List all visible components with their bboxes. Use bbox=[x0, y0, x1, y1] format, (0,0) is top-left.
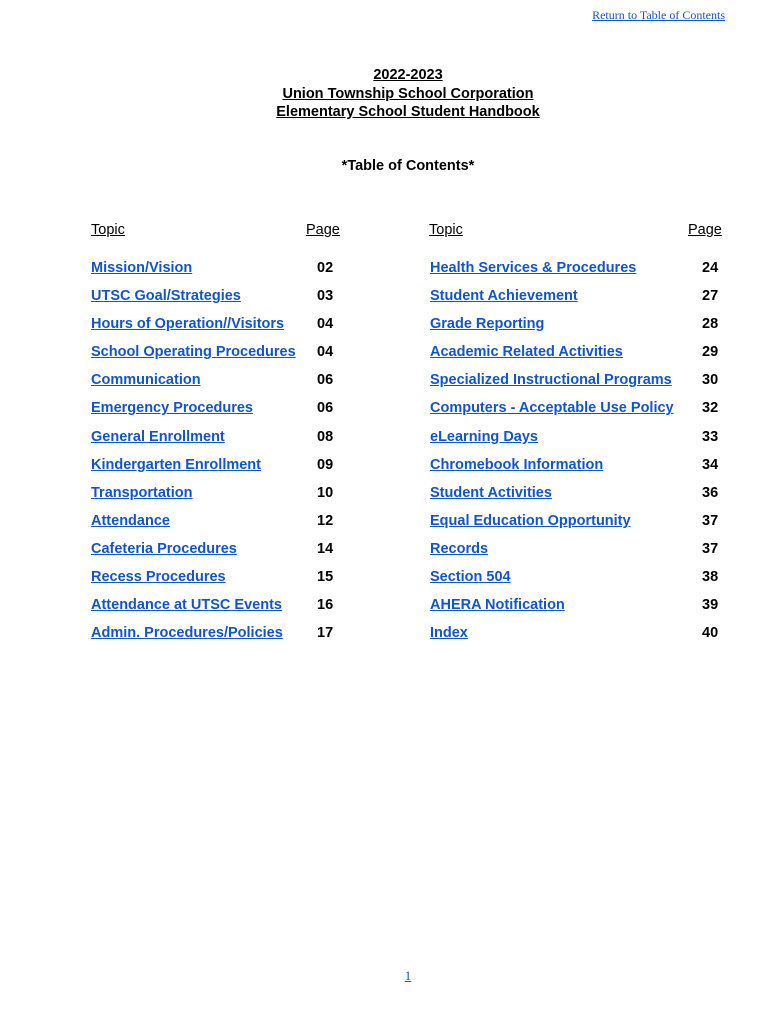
toc-left-column bbox=[91, 260, 351, 653]
toc-entry bbox=[430, 316, 730, 344]
toc-topic-link[interactable]: Kindergarten Enrollment bbox=[91, 456, 261, 473]
toc-page-number: 34 bbox=[702, 456, 719, 473]
toc-entry bbox=[430, 457, 730, 485]
right-topic-header: Topic bbox=[429, 222, 463, 238]
toc-topic-link[interactable]: Specialized Instructional Programs bbox=[430, 372, 672, 389]
toc-right-column bbox=[430, 260, 730, 653]
toc-entry bbox=[91, 569, 351, 597]
toc-entry bbox=[91, 260, 351, 288]
toc-entry bbox=[430, 260, 730, 288]
toc-topic-link[interactable]: Chromebook Information bbox=[430, 456, 604, 473]
right-page-header: Page bbox=[688, 222, 722, 238]
title-organization: Union Township School Corporation bbox=[282, 85, 534, 102]
toc-page-number: 24 bbox=[702, 260, 719, 276]
title-document: Elementary School Student Handbook bbox=[276, 104, 540, 120]
toc-entry bbox=[430, 372, 730, 400]
toc-page-number: 39 bbox=[702, 597, 719, 614]
toc-topic-link[interactable]: School Operating Procedures bbox=[91, 344, 296, 361]
toc-entry bbox=[91, 513, 351, 541]
page-number-link[interactable]: 1 bbox=[404, 968, 412, 983]
toc-topic-link[interactable]: Records bbox=[430, 540, 489, 557]
toc-page-number: 33 bbox=[702, 428, 719, 445]
toc-page-number: 38 bbox=[702, 569, 719, 586]
toc-page-number: 37 bbox=[702, 512, 719, 529]
toc-page-number: 14 bbox=[317, 540, 334, 557]
toc-page-number: 12 bbox=[317, 512, 334, 529]
toc-entry bbox=[430, 429, 730, 457]
toc-topic-link[interactable]: Cafeteria Procedures bbox=[91, 540, 237, 557]
toc-page-number: 30 bbox=[702, 372, 719, 389]
toc-topic-link[interactable]: Section 504 bbox=[430, 569, 511, 586]
toc-entry bbox=[91, 372, 351, 400]
toc-page-number: 10 bbox=[317, 484, 334, 501]
toc-page-number: 04 bbox=[317, 344, 334, 361]
toc-page-number: 06 bbox=[317, 372, 334, 389]
toc-entry bbox=[91, 344, 351, 372]
toc-topic-link[interactable]: Academic Related Activities bbox=[430, 344, 623, 361]
toc-page-number: 28 bbox=[702, 316, 719, 333]
toc-topic-link[interactable]: General Enrollment bbox=[91, 428, 225, 445]
toc-page-number: 27 bbox=[702, 288, 719, 305]
toc-page-number: 17 bbox=[317, 625, 334, 642]
toc-topic-link[interactable]: AHERA Notification bbox=[430, 597, 565, 614]
toc-topic-link[interactable]: eLearning Days bbox=[430, 428, 538, 445]
toc-topic-link[interactable]: Admin. Procedures/Policies bbox=[91, 625, 283, 642]
toc-topic-link[interactable]: Student Achievement bbox=[430, 288, 578, 305]
toc-topic-link[interactable]: Computers - Acceptable Use Policy bbox=[430, 400, 674, 417]
toc-entry bbox=[91, 429, 351, 457]
toc-topic-link[interactable]: Equal Education Opportunity bbox=[430, 512, 631, 529]
toc-topic-link[interactable]: Attendance at UTSC Events bbox=[91, 597, 282, 614]
toc-page-number: 09 bbox=[317, 456, 334, 473]
toc-entry bbox=[91, 485, 351, 513]
toc-topic-link[interactable]: Recess Procedures bbox=[91, 569, 226, 586]
toc-entry bbox=[430, 513, 730, 541]
title-year: 2022-2023 bbox=[373, 67, 443, 83]
toc-page-number: 04 bbox=[317, 316, 334, 333]
toc-entry bbox=[91, 541, 351, 569]
toc-heading: *Table of Contents* bbox=[341, 158, 475, 174]
toc-entry bbox=[430, 597, 730, 625]
toc-entry bbox=[91, 457, 351, 485]
toc-entry bbox=[430, 625, 730, 653]
toc-entry bbox=[91, 625, 351, 653]
toc-page-number: 06 bbox=[317, 400, 334, 417]
toc-topic-link[interactable]: Attendance bbox=[91, 512, 170, 529]
return-to-toc-link[interactable]: Return to Table of Contents bbox=[592, 8, 725, 22]
toc-entry bbox=[91, 316, 351, 344]
toc-page-number: 02 bbox=[317, 260, 334, 276]
toc-topic-link[interactable]: Emergency Procedures bbox=[91, 400, 253, 417]
toc-page-number: 16 bbox=[317, 597, 334, 614]
toc-page-number: 03 bbox=[317, 288, 334, 305]
toc-topic-link[interactable]: Index bbox=[430, 625, 468, 642]
toc-entry bbox=[430, 541, 730, 569]
toc-topic-link[interactable]: Student Activities bbox=[430, 484, 552, 501]
toc-page-number: 40 bbox=[702, 625, 719, 642]
toc-topic-link[interactable]: Grade Reporting bbox=[430, 316, 545, 333]
toc-topic-link[interactable]: Mission/Vision bbox=[91, 260, 193, 276]
toc-entry bbox=[430, 569, 730, 597]
left-topic-header: Topic bbox=[91, 222, 125, 238]
toc-page-number: 15 bbox=[317, 569, 334, 586]
toc-topic-link[interactable]: Hours of Operation//Visitors bbox=[91, 316, 285, 333]
toc-page-number: 32 bbox=[702, 400, 719, 417]
left-page-header: Page bbox=[306, 222, 340, 238]
toc-topic-link[interactable]: Communication bbox=[91, 372, 201, 389]
toc-entry bbox=[91, 288, 351, 316]
toc-topic-link[interactable]: Health Services & Procedures bbox=[430, 260, 637, 276]
toc-topic-link[interactable]: UTSC Goal/Strategies bbox=[91, 288, 241, 305]
toc-entry bbox=[430, 288, 730, 316]
toc-entry bbox=[430, 344, 730, 372]
toc-entry bbox=[430, 400, 730, 428]
toc-page-number: 29 bbox=[702, 344, 719, 361]
toc-entry bbox=[91, 597, 351, 625]
toc-entry bbox=[430, 485, 730, 513]
document-title bbox=[0, 66, 770, 122]
toc-page-number: 08 bbox=[317, 428, 334, 445]
toc-entry bbox=[91, 400, 351, 428]
toc-page-number: 36 bbox=[702, 484, 719, 501]
toc-page-number: 37 bbox=[702, 540, 719, 557]
toc-topic-link[interactable]: Transportation bbox=[91, 484, 193, 501]
